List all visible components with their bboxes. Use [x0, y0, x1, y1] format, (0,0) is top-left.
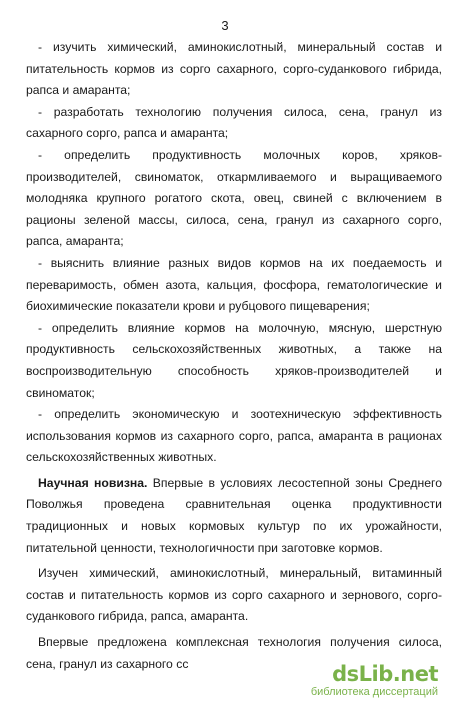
paragraph: Впервые предложена комплексная технология получения силоса, сена, гранул из сахарного сс — [26, 635, 442, 671]
list-item: - выяснить влияние разных видов кормов на их поедаемость и переваримость, обмен азота, кальция, фосфора, гематологические и биохимические показатели крови и рубцового пищеварения; — [26, 255, 442, 314]
list-item: - определить продуктивность молочных коров, хряков-производителей, свиноматок, откармливаемого и выращиваемого молодняка крупного рогатого скота, овец, свиней с включением в рационы зеленой массы, силоса, сена, гранул из сахарного сорго, рапса, амаранта; — [26, 147, 442, 249]
watermark-logo: dsLib.net — [332, 662, 438, 686]
list-item: - изучить химический, аминокислотный, минеральный состав и питательность кормов из сорго сахарного, сорго-суданкового гибрида, рапса и амаранта; — [26, 40, 442, 98]
paragraph: Изучен химический, аминокислотный, минеральный, витаминный состав и питательность кормов из сорго сахарного и зернового, сорго-суданкового гибрида, рапса, амаранта. — [26, 566, 442, 624]
page-number: 3 — [221, 18, 229, 33]
novelty-paragraph — [26, 473, 442, 559]
novelty-text: Впервые в условиях лесостепной зоны Среднего Поволжья проведена сравнительная оценка продуктивности традиционных и новых кормовых культур по их урожайности, питательной ценности, технологичности при заготовке кормов. — [26, 475, 442, 555]
list-item: - определить влияние кормов на молочную, мясную, шерстную продуктивность сельскохозяйственных животных, а также на воспроизводительную способность хряков-производителей и свиноматок; — [26, 320, 442, 400]
list-item: - определить экономическую и зоотехническую эффективность использования кормов из сахарного сорго, рапса, амаранта в рационах сельскохозяйственных животных. — [26, 407, 442, 465]
list-item: - разработать технологию получения силоса, сена, гранул из сахарного сорго, рапса и амаранта; — [26, 104, 442, 141]
document-body — [26, 37, 442, 675]
novelty-heading: Научная новизна. — [38, 475, 148, 490]
watermark — [311, 662, 438, 699]
watermark-caption: библиотека диссертаций — [310, 686, 438, 698]
